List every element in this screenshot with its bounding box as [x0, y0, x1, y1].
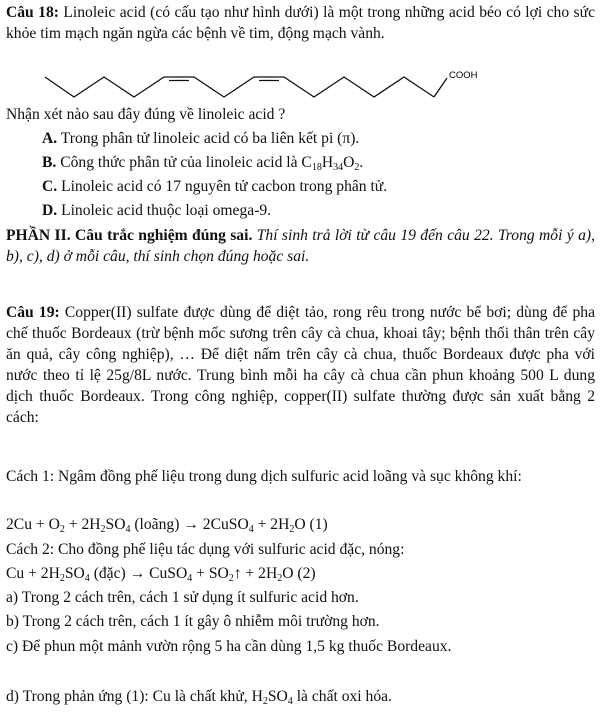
subscript: 4 — [125, 524, 131, 535]
subscript: 4 — [187, 573, 193, 584]
eq-part: O (2) — [282, 565, 316, 582]
option-text: Công thức phân tử của linoleic acid là C — [60, 154, 312, 171]
subscript: 2 — [228, 573, 234, 584]
eq-part: SO — [105, 516, 126, 533]
q19-label: Câu 19: — [6, 304, 60, 321]
q18-option-b — [42, 152, 595, 173]
q18-option-c — [42, 176, 595, 197]
option-letter: D. — [42, 202, 58, 219]
part2-instruction: Thí sinh trả lời từ câu 19 đến câu 22. Trong mỗi ý a), b), c), d) ở mỗi câu, thí sinh chọn đúng hoặc sai. — [6, 227, 595, 265]
statement-text: d) Trong phản ứng (1): Cu là chất khử, H — [6, 688, 263, 705]
q19-statement-c: c) Để phun một mảnh vườn rộng 5 ha cần dùng 1,5 kg thuốc Bordeaux. — [6, 638, 452, 655]
statement-text: là chất oxi hóa. — [292, 688, 392, 705]
carbon-chain — [45, 77, 434, 97]
q18-label: Câu 18: — [6, 4, 59, 21]
eq-part: + 2H — [253, 516, 290, 533]
option-text: Trong phân tử linoleic acid có ba liên kết pi (π). — [60, 130, 360, 147]
formula-part: SO — [267, 688, 288, 705]
subscript: 2 — [59, 573, 65, 584]
option-letter: C. — [42, 178, 58, 195]
linoleic-acid-structure — [40, 64, 510, 106]
eq-part: ↑ + 2H — [233, 565, 278, 582]
subscript: 4 — [287, 696, 293, 707]
formula-part: . — [359, 154, 364, 171]
q19-statement-b: b) Trong 2 cách trên, cách 1 ít gây ô nhiễm môi trường hơn. — [6, 613, 380, 630]
subscript: 2 — [277, 573, 283, 584]
eq-part: (đặc) → CuSO — [89, 565, 188, 582]
eq-part: + SO — [192, 565, 229, 582]
q18-option-a — [42, 128, 595, 149]
subscript: 4 — [84, 573, 90, 584]
q19-equation-1 — [6, 514, 595, 535]
part2-header — [6, 225, 595, 267]
q18-question: Nhận xét nào sau đây đúng về linoleic acid ? — [6, 106, 286, 123]
option-text: Linoleic acid có 17 nguyên tử cacbon trong phân tử. — [61, 178, 388, 195]
q18-stem — [6, 2, 595, 44]
part2-heading: PHẦN II. Câu trắc nghiệm đúng sai. — [6, 227, 253, 244]
cooh-label: COOH — [449, 70, 478, 81]
subscript: 2 — [354, 162, 360, 173]
q18-option-d — [42, 200, 595, 221]
option-letter: B. — [42, 154, 57, 171]
subscript: 2 — [262, 696, 268, 707]
q19-statement-d — [6, 686, 595, 707]
subscript: 18 — [311, 162, 322, 173]
formula-part: O — [343, 154, 355, 171]
option-text: Linoleic acid thuộc loại omega-9. — [61, 202, 272, 219]
eq-part: + 2H — [64, 516, 101, 533]
subscript: 2 — [100, 524, 106, 535]
q19-stem-text: Copper(II) sulfate được dùng để diệt tảo, rong rêu trong nước bể bơi; dùng để pha chế thuốc Bordeaux (trừ bệnh mốc sương trên cây cà chua, khoai tây; bệnh thối thân trên cây ăn quả, cây công nghiệp), … Để diệt nấm trên cây cà chua, thuốc Bordeaux được pha với nước theo tỉ lệ 25g/8L nước. Trung bình mỗi ha cây cà chua cần phun khoảng 500 L dung dịch thuốc Bordeaux. Trong công nghiệp, copper(II) sulfate thường được sản xuất bằng 2 cách: — [6, 304, 596, 426]
subscript: 2 — [289, 524, 295, 535]
q19-statement-a: a) Trong 2 cách trên, cách 1 sử dụng ít sulfuric acid hơn. — [6, 589, 359, 606]
eq-part: SO — [64, 565, 85, 582]
subscript: 2 — [59, 524, 65, 535]
q19-method2: Cách 2: Cho đồng phế liệu tác dụng với sulfuric acid đặc, nóng: — [6, 541, 405, 558]
eq-part: 2Cu + O — [6, 516, 60, 533]
subscript: 4 — [248, 524, 254, 535]
q18-stem-text: Linoleic acid (có cấu tạo như hình dưới) là một trong những acid béo có lợi cho sức khỏe tim mạch ngăn ngừa các bệnh về tim, động mạch vành. — [6, 4, 595, 42]
q19-method1: Cách 1: Ngâm đồng phế liệu trong dung dịch sulfuric acid loãng và sục không khí: — [6, 468, 522, 485]
eq-part: (loãng) → 2CuSO — [130, 516, 249, 533]
formula-part: H — [321, 154, 334, 171]
eq-part: O (1) — [294, 516, 328, 533]
eq-part: Cu + 2H — [6, 565, 60, 582]
option-letter: A. — [42, 130, 58, 147]
q19-stem — [6, 302, 595, 428]
cooh-bond — [434, 78, 447, 97]
subscript: 34 — [333, 162, 344, 173]
q19-equation-2 — [6, 563, 595, 584]
